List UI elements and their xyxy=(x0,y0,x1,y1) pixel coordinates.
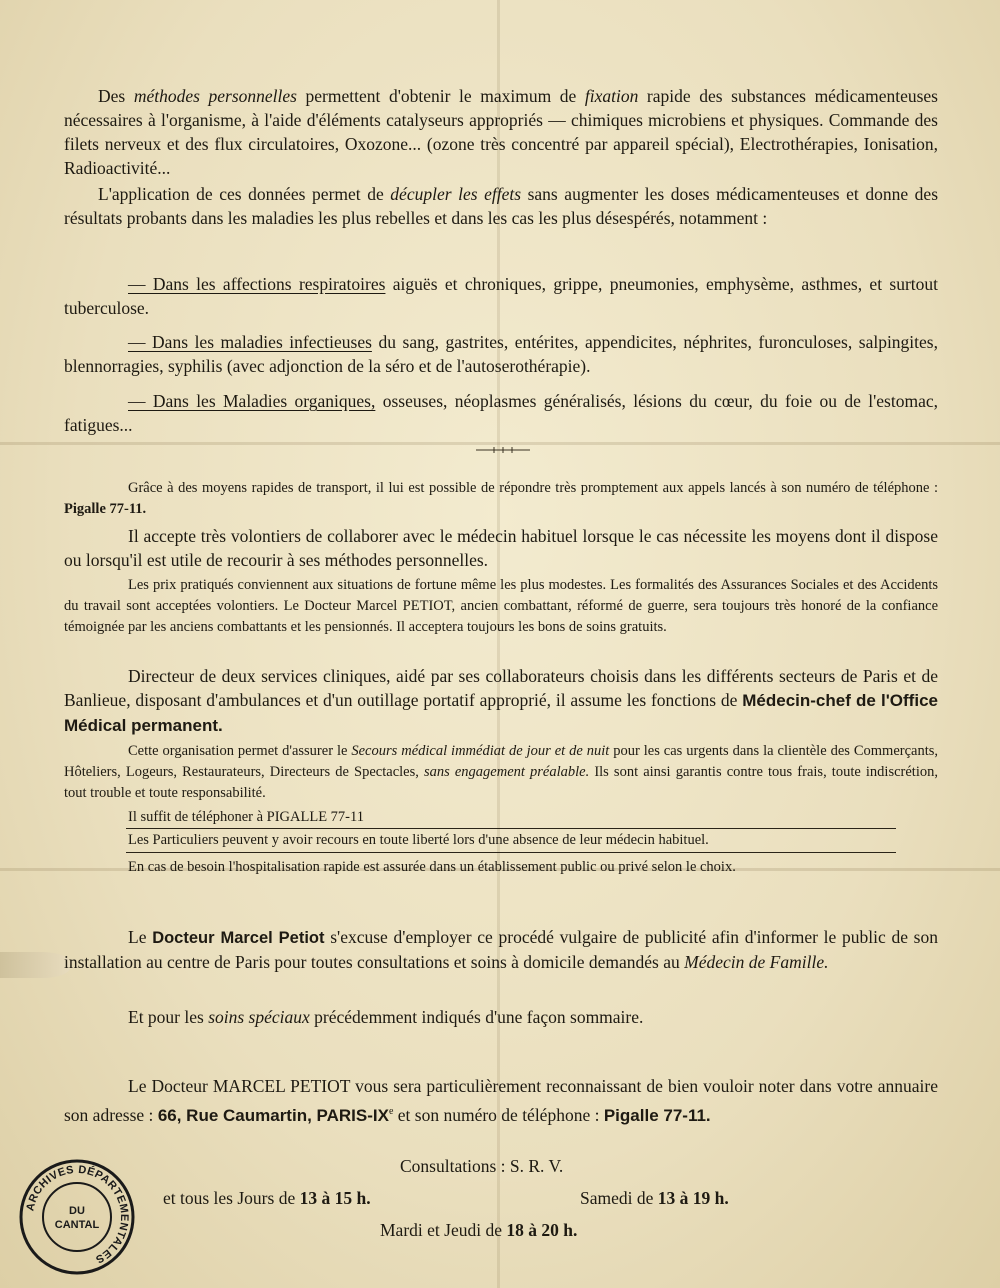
hours-tue-thu xyxy=(380,1218,700,1242)
rule-line xyxy=(126,852,896,853)
emphasis: méthodes personnelles xyxy=(133,86,297,106)
svg-text:DU: DU xyxy=(69,1205,85,1217)
text: Mardi et Jeudi de xyxy=(380,1220,507,1240)
paragraph-address xyxy=(64,1073,938,1129)
list-item-lead: — Dans les maladies infectieuses xyxy=(128,332,372,352)
paragraph-transport xyxy=(64,478,938,520)
rule-line xyxy=(126,828,896,829)
emphasis: fixation xyxy=(584,86,639,106)
paragraph-individuals: Les Particuliers peuvent y avoir recours en toute liberté lors d'une absence de leur médecin habituel. xyxy=(128,832,709,848)
text: Cette organisation permet d'assurer le xyxy=(128,743,352,759)
text: s'excuse d'employer ce procédé vulgaire de publicité afin d'informer le public de son installation au centre de Paris pour toutes consultations et soins à domicile demandés au xyxy=(64,927,938,972)
text: L'application de ces données permet de xyxy=(98,184,391,204)
text: Samedi de xyxy=(580,1188,658,1208)
time-range: 13 à 19 h. xyxy=(657,1188,729,1208)
list-item xyxy=(64,272,938,320)
paragraph-application xyxy=(64,182,938,230)
time-range: 13 à 15 h. xyxy=(299,1188,371,1208)
emphasis: soins spéciaux xyxy=(208,1007,310,1027)
separator-ornament xyxy=(476,447,530,453)
paragraph-organisation xyxy=(64,741,938,804)
text: Des xyxy=(98,86,134,106)
text: Ils sont ainsi garantis contre tous frais, toute indiscrétion, tout trouble et toute responsabilité. xyxy=(64,764,938,801)
doctor-name: Docteur Marcel Petiot xyxy=(152,929,325,947)
paragraph-methods xyxy=(64,84,938,180)
paragraph-call: Il suffit de téléphoner à PIGALLE 77-11 xyxy=(128,809,364,825)
archive-stamp xyxy=(18,1158,136,1276)
list-item-lead: — Dans les affections respiratoires xyxy=(128,274,386,294)
svg-text:ARCHIVES DÉPARTEMENTALES: ARCHIVES DÉPARTEMENTALES xyxy=(24,1163,131,1266)
text: Et pour les xyxy=(128,1007,209,1027)
list-item xyxy=(64,330,938,378)
list-item-lead: — Dans les Maladies organiques, xyxy=(128,391,376,411)
paragraph-apology xyxy=(64,925,938,974)
list-item-text: aiguës et chroniques, grippe, pneumonies, emphysème, asthmes, et surtout tuberculose. xyxy=(64,274,939,318)
address: 66, Rue Caumartin, PARIS-IX xyxy=(157,1105,389,1125)
text: Le xyxy=(128,927,153,947)
paragraph-prices: Les prix pratiqués conviennent aux situations de fortune même les plus modestes. Les formalités des Assurances Sociales et des Accidents du travail sont acceptées volontiers. Le Docteur Marcel PETIOT, ancien combattant, réformé de guerre, sera toujours très honoré de la confiance témoignée par les anciens combattants et les pensionnés. Il acceptera toujours les bons de soins gratuits. xyxy=(64,577,938,635)
emphasis: décupler les effets xyxy=(390,184,522,204)
text: Directeur de deux services cliniques, aidé par ses collaborateurs choisis dans les différents secteurs de Paris et de Banlieue, disposant d'ambulances et d'un outillage portatif approprié, il assume les fonctions de xyxy=(64,666,938,710)
consultations-line: Consultations : S. R. V. xyxy=(400,1156,564,1176)
text: Le Docteur MARCEL PETIOT vous sera particulièrement reconnaissant de bien vouloir noter dans votre annuaire son adresse : xyxy=(64,1076,938,1125)
hours-saturday xyxy=(580,1186,840,1210)
time-range: 18 à 20 h. xyxy=(506,1220,578,1240)
text: Grâce à des moyens rapides de transport, il lui est possible de répondre très promptement aux appels lancés à son numéro de téléphone : xyxy=(128,480,938,496)
superscript: e xyxy=(388,1106,394,1117)
list-item xyxy=(64,389,938,437)
list-item-text: osseuses, néoplasmes généralisés, lésions du cœur, du foie ou de l'estomac, fatigues... xyxy=(64,391,938,435)
paragraph-special-care xyxy=(64,1005,938,1029)
text: sans augmenter les doses médicamenteuses et donne des résultats probants dans les maladies les plus rebelles et dans les cas les plus désespérés, notamment : xyxy=(64,184,939,228)
list-item-text: du sang, gastrites, entérites, appendicites, néphrites, furonculoses, salpingites, blennorragies, syphilis (avec adjonction de la séro et de l'autoserothérapie). xyxy=(64,332,938,376)
text: pour les cas urgents dans la clientèle des Commerçants, Hôteliers, Logeurs, Restaurateurs, Directeurs de Spectacles, xyxy=(64,743,939,780)
svg-text:CANTAL: CANTAL xyxy=(54,1219,100,1231)
text: permettent d'obtenir le maximum de xyxy=(296,86,585,106)
office-title: Médecin-chef de l'Office Médical permanent. xyxy=(64,691,938,735)
hours-daily xyxy=(163,1186,493,1210)
phone-number: Pigalle 77-11. xyxy=(64,501,147,517)
text: et tous les Jours de xyxy=(163,1188,300,1208)
paragraph-hospital: En cas de besoin l'hospitalisation rapide est assurée dans un établissement public ou privé selon le choix. xyxy=(128,859,736,875)
phone-number: Pigalle 77-11. xyxy=(603,1105,711,1125)
paragraph-director xyxy=(64,664,938,738)
text: et son numéro de téléphone : xyxy=(393,1104,604,1125)
emphasis: sans engagement préalable. xyxy=(423,764,590,780)
paragraph-collaboration: Il accepte très volontiers de collaborer avec le médecin habituel lorsque le cas nécessite les moyens dont il dispose ou lorsqu'il est utile de recourir à ses méthodes personnelles. xyxy=(64,526,938,570)
emphasis: Médecin de Famille. xyxy=(684,952,829,972)
text: précédemment indiqués d'une façon sommaire. xyxy=(309,1007,644,1027)
fold-line xyxy=(0,442,1000,445)
text: rapide des substances médicamenteuses nécessaires à l'organisme, à l'aide d'éléments catalyseurs appropriés — chimiques microbiens et physiques. Commande des filets nerveux et des flux circulatoires, Oxozone... (ozone très concentré par appareil spécial), Electrothérapies, Ionisation, Radioactivité... xyxy=(64,86,938,178)
emphasis: Secours médical immédiat de jour et de nuit xyxy=(351,743,610,759)
paper-tear xyxy=(0,952,70,978)
